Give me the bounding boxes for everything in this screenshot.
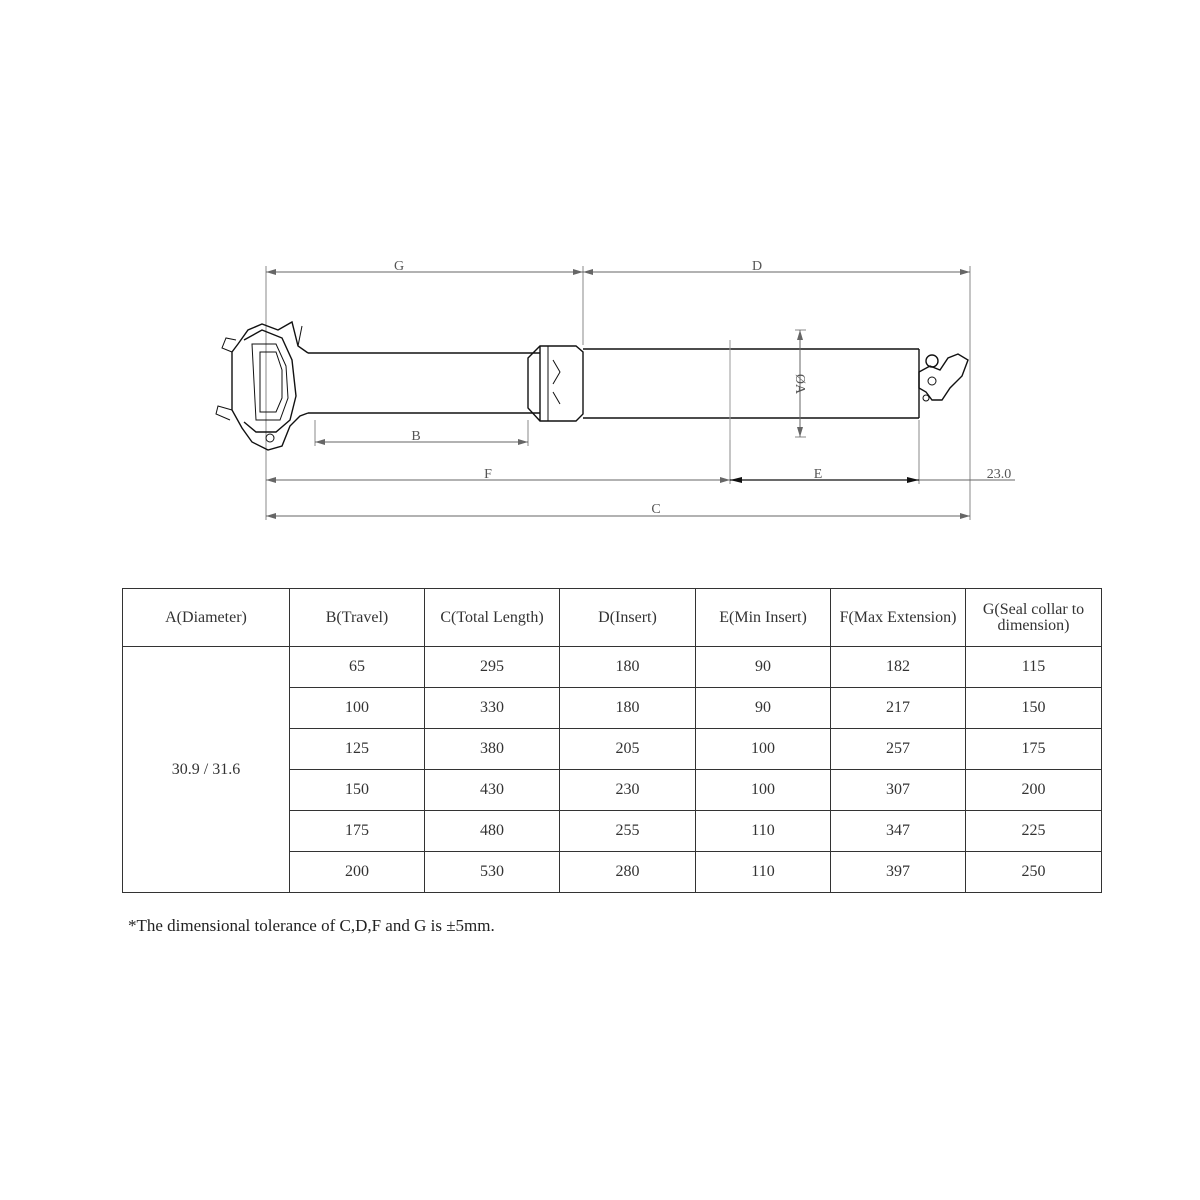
diameter-cell: 30.9 / 31.6 <box>123 647 290 893</box>
table-cell: 150 <box>966 688 1102 729</box>
table-cell: 110 <box>696 852 831 893</box>
extension-lines <box>266 266 970 520</box>
table-cell: 205 <box>560 729 696 770</box>
label-D: D <box>751 259 763 274</box>
table-cell: 307 <box>831 770 966 811</box>
label-C: C <box>651 502 661 517</box>
table-cell: 250 <box>966 852 1102 893</box>
table-cell: 110 <box>696 811 831 852</box>
seatpost-technical-drawing <box>0 0 1200 560</box>
header-seal-collar: G(Seal collar to dimension) <box>966 589 1102 647</box>
table-cell: 397 <box>831 852 966 893</box>
table-cell: 100 <box>696 729 831 770</box>
tolerance-footnote: *The dimensional tolerance of C,D,F and G is ±5mm. <box>128 916 495 935</box>
table-cell: 115 <box>966 647 1102 688</box>
table-cell: 430 <box>425 770 560 811</box>
table-cell: 175 <box>966 729 1102 770</box>
table-cell: 280 <box>560 852 696 893</box>
table-cell: 180 <box>560 688 696 729</box>
header-insert: D(Insert) <box>560 589 696 647</box>
table-cell: 182 <box>831 647 966 688</box>
table-cell: 90 <box>696 688 831 729</box>
table-cell: 200 <box>966 770 1102 811</box>
table-cell: 180 <box>560 647 696 688</box>
table-cell: 65 <box>290 647 425 688</box>
table-row <box>123 647 1102 688</box>
table-cell: 255 <box>560 811 696 852</box>
table-cell: 200 <box>290 852 425 893</box>
table-cell: 125 <box>290 729 425 770</box>
label-A: ØA <box>792 373 807 395</box>
table-cell: 90 <box>696 647 831 688</box>
header-diameter: A(Diameter) <box>123 589 290 647</box>
label-B: B <box>411 429 421 444</box>
table-header-row <box>123 589 1102 647</box>
header-total-length: C(Total Length) <box>425 589 560 647</box>
header-min-insert: E(Min Insert) <box>696 589 831 647</box>
seatpost-body <box>216 322 968 450</box>
table-cell: 100 <box>290 688 425 729</box>
label-E: E <box>813 467 823 482</box>
table-cell: 330 <box>425 688 560 729</box>
table-cell: 295 <box>425 647 560 688</box>
label-G: G <box>393 259 405 274</box>
table-cell: 257 <box>831 729 966 770</box>
table-cell: 230 <box>560 770 696 811</box>
header-max-extension: F(Max Extension) <box>831 589 966 647</box>
table-cell: 380 <box>425 729 560 770</box>
dimension-spec-table <box>122 588 1102 893</box>
table-cell: 150 <box>290 770 425 811</box>
table-cell: 480 <box>425 811 560 852</box>
table-cell: 175 <box>290 811 425 852</box>
table-cell: 217 <box>831 688 966 729</box>
table-cell: 225 <box>966 811 1102 852</box>
header-travel: B(Travel) <box>290 589 425 647</box>
label-offset: 23.0 <box>986 467 1012 482</box>
label-F: F <box>484 467 492 482</box>
table-cell: 530 <box>425 852 560 893</box>
table-cell: 100 <box>696 770 831 811</box>
table-cell: 347 <box>831 811 966 852</box>
